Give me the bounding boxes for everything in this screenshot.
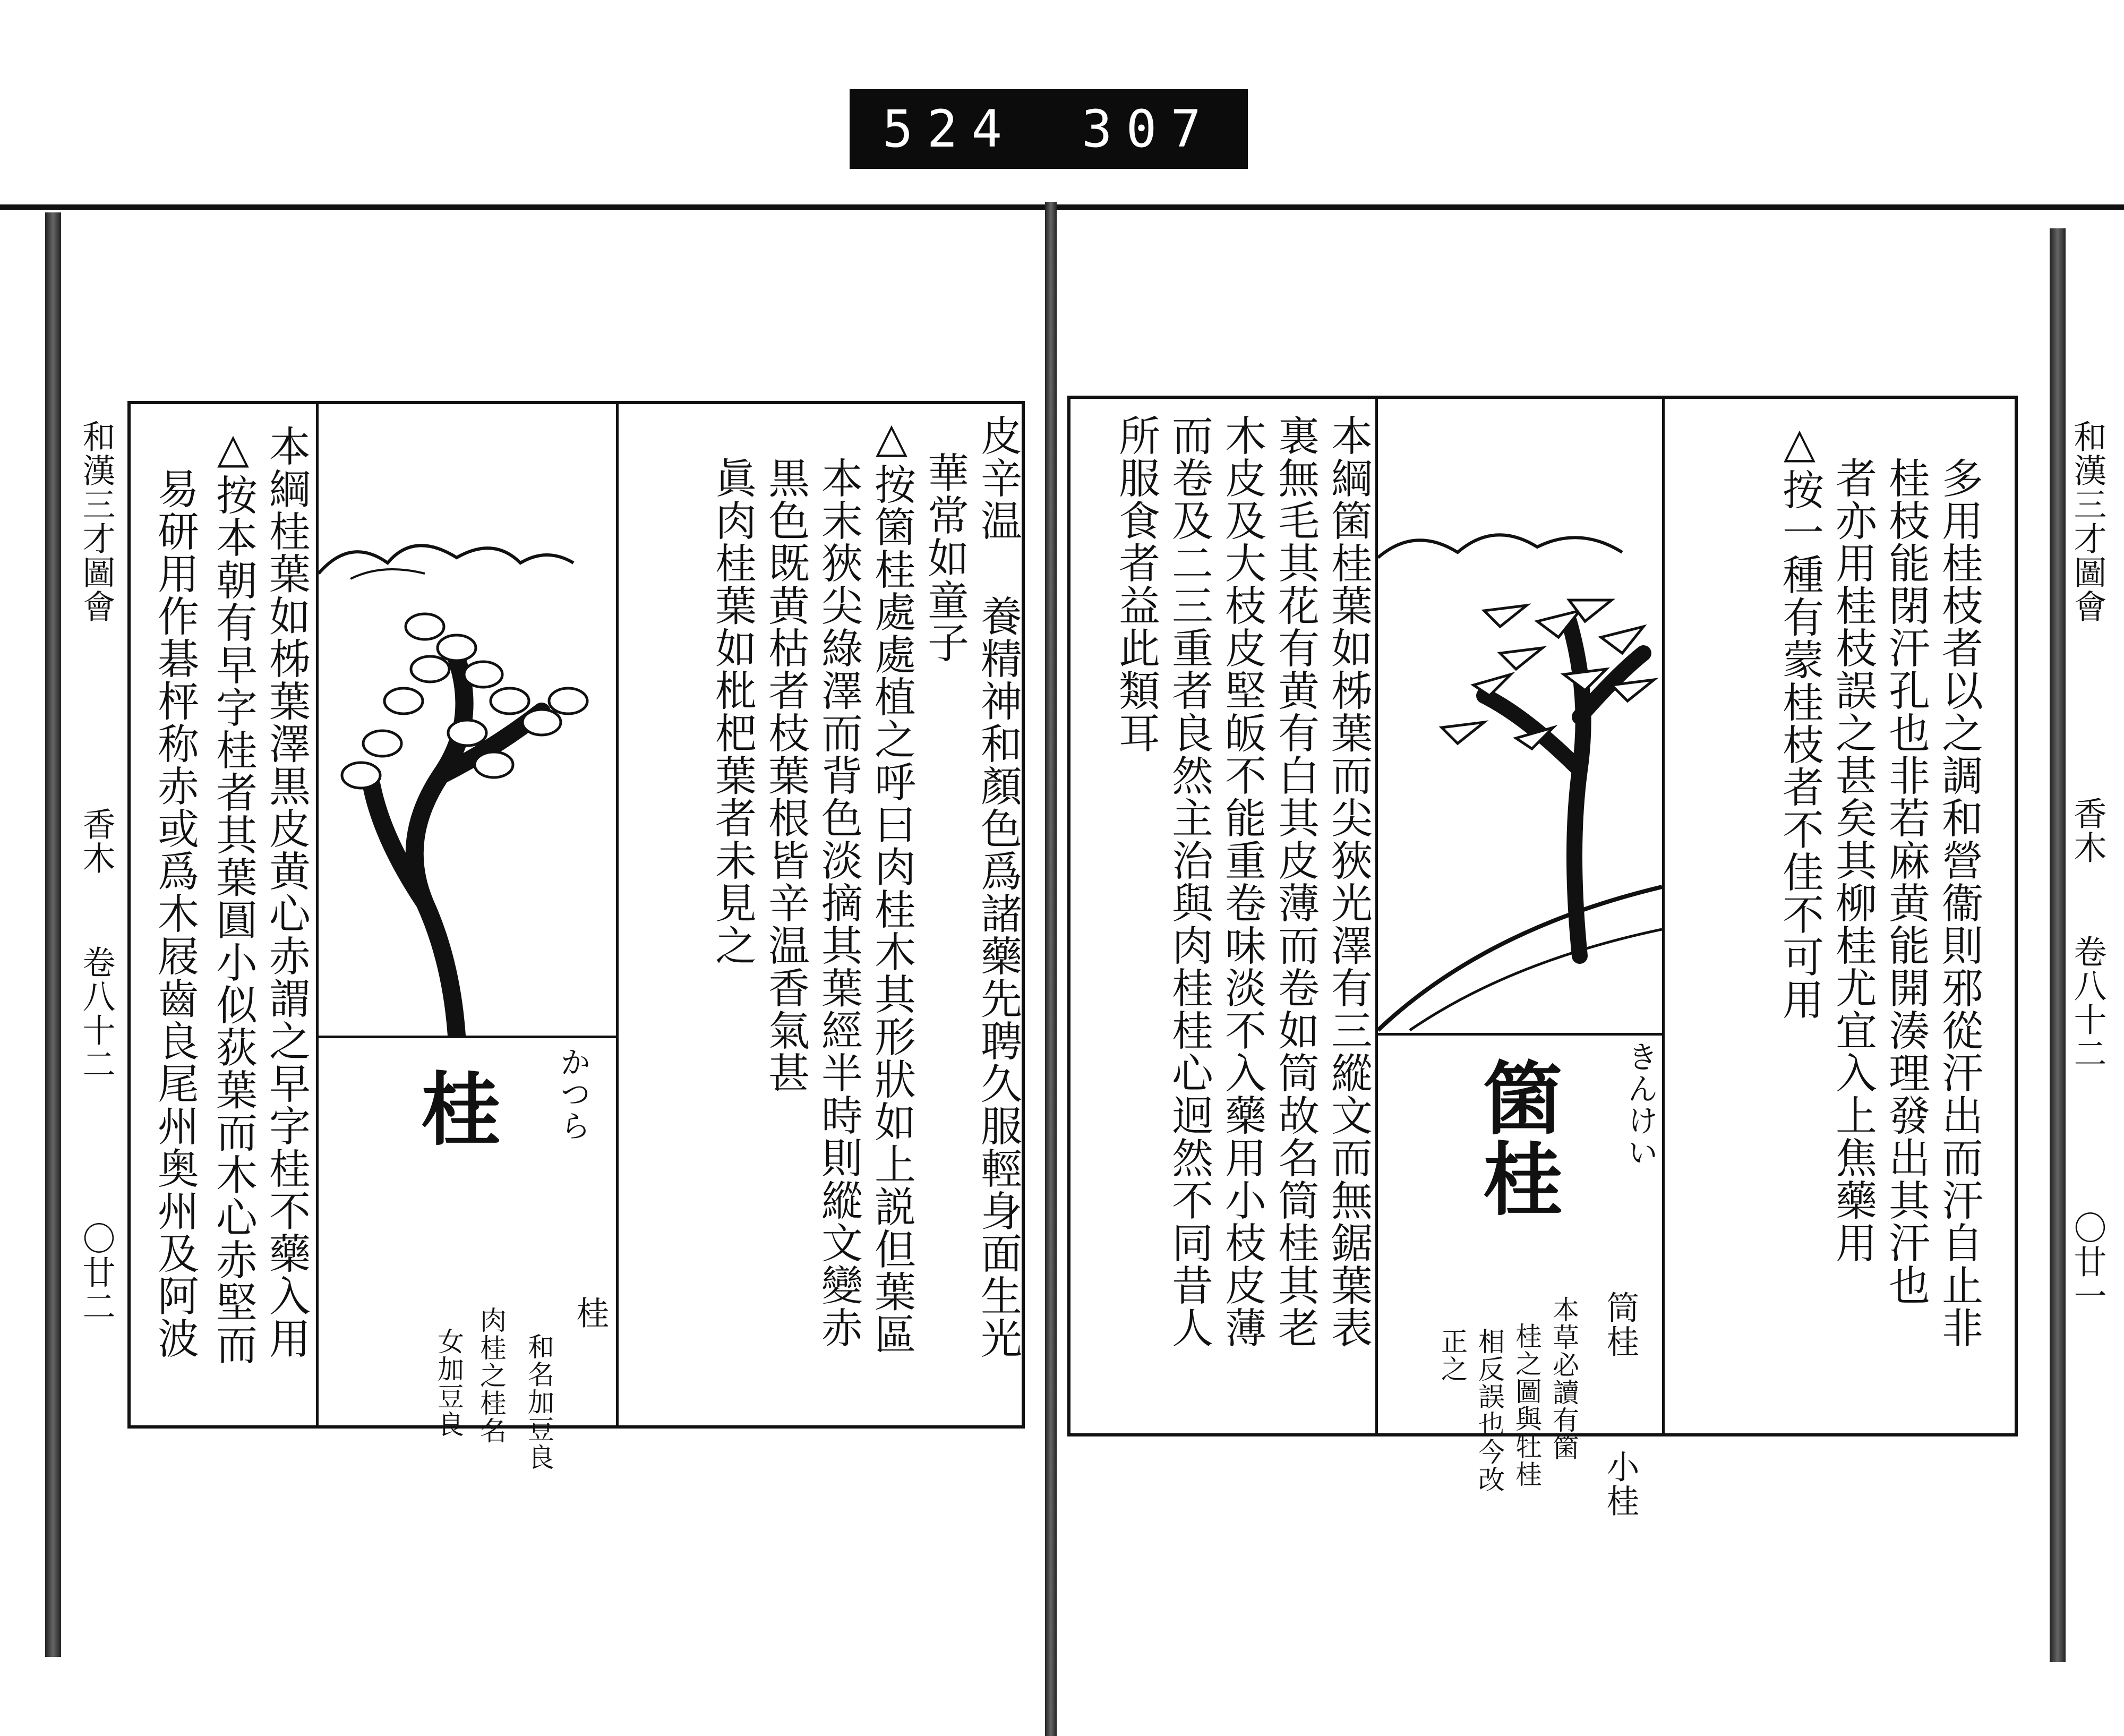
right-margin-folio: 〇廿一: [2068, 1211, 2107, 1313]
right-text-column-1: 本綱箘桂葉如柹葉而尖狹光澤有三縱文而無鋸葉表: [1324, 414, 1372, 1349]
left-margin-folio: 〇廿二: [77, 1221, 116, 1323]
right-margin-volume: 卷八十二: [2068, 935, 2107, 1071]
left-text-column-1: 本綱桂葉如柹葉澤黒皮黄心赤謂之早字桂不藥入用: [262, 425, 310, 1359]
right-image-caption-divider: [1377, 1033, 1664, 1036]
archive-right-number: 307: [1081, 99, 1215, 159]
right-text-column-4: 而卷及二三重者良然主治與肉桂桂心迥然不同昔人: [1165, 414, 1213, 1349]
katsura-tree-illustration: [319, 404, 616, 1036]
right-text-column-5: 所服食者益此類耳: [1112, 414, 1160, 754]
right-margin-section: 香木: [2068, 797, 2107, 865]
left-text-column-2: △按本朝有早字桂者其葉圓小似荻葉而木心赤堅而: [209, 425, 257, 1366]
right-caption-line-1: 本草必讀有箘: [1548, 1296, 1579, 1461]
left-caption-line-2: 肉桂之桂名: [476, 1306, 507, 1444]
middle-text-column-7: 眞肉桂葉如枇杷葉者未見之: [708, 457, 756, 967]
right-text-column-3: 木皮及大枝皮堅皈不能重卷味淡不入藥用小枝皮薄: [1218, 414, 1266, 1349]
middle-text-column-6: 黒色既黄枯者枝葉根皆辛温香氣甚: [761, 457, 809, 1094]
middle-text-column-4: △按箘桂處處植之呼曰肉桂木其形狀如上説但葉區: [868, 414, 915, 1355]
middle-text-column-2: 養精神和顏色爲諸藥先聘久服輕身面生光: [974, 595, 1022, 1359]
archive-left-number: 524: [882, 99, 1016, 159]
left-text-column-3: 易研用作碁枰称赤或爲木屐齒良尾州奥州及阿波: [151, 467, 199, 1359]
left-page-edge: [45, 212, 61, 1657]
left-image-caption-divider: [318, 1036, 618, 1038]
left-margin-section: 香木: [77, 807, 116, 875]
right-caption-line-3: 相反誤也今改: [1474, 1328, 1505, 1493]
left-caption-head: 桂: [571, 1296, 610, 1330]
middle-text-column-1: 皮辛温: [974, 414, 1022, 542]
top-edge-line: [0, 204, 2124, 210]
left-entry-name: 桂: [407, 1067, 501, 1148]
right-caption-line-4: 正之: [1437, 1328, 1468, 1383]
left-divider-image: [616, 404, 619, 1426]
right-caption-head-2: 小桂: [1601, 1450, 1640, 1518]
top-text-column-3: 者亦用桂枝誤之甚矣其柳桂尤宜入上焦藥用: [1829, 457, 1877, 1264]
top-text-column-4: △按一種有蒙桂枝者不佳不可用: [1776, 420, 1823, 1021]
left-caption-line-3: 女加豆良: [433, 1328, 464, 1438]
left-entry-reading: かつら: [555, 1046, 591, 1142]
middle-text-column-5: 本末狹尖綠澤而背色淡摘其葉經半時則縱文變赤: [815, 457, 862, 1349]
archive-label: [850, 89, 1248, 169]
kinkei-tree-illustration: [1378, 398, 1662, 1033]
book-spine: [1045, 202, 1057, 1736]
right-entry-name: 箘桂: [1469, 1057, 1563, 1218]
middle-text-column-3: 華常如童子: [921, 451, 969, 664]
top-text-column-1: 多用桂枝者以之調和營衞則邪從汗出而汗自止非: [1935, 457, 1983, 1349]
left-caption-line-1: 和名加豆良: [524, 1333, 554, 1471]
right-page-edge: [2050, 228, 2066, 1662]
right-divider-image: [1662, 398, 1665, 1434]
right-caption-head: 筒桂: [1601, 1290, 1640, 1358]
right-margin-title: 和漢三才圖會: [2068, 420, 2107, 623]
left-margin-title: 和漢三才圖會: [77, 420, 116, 623]
right-text-column-2: 裏無毛其花有黄有白其皮薄而卷如筒故名筒桂其老: [1271, 414, 1319, 1349]
left-margin-volume: 卷八十二: [77, 945, 116, 1081]
right-entry-reading: きんけい: [1622, 1041, 1658, 1168]
top-text-column-2: 桂枝能閉汗孔也非若麻黄能開湊理發出其汗也: [1882, 457, 1930, 1306]
right-caption-line-2: 桂之圖與牡桂: [1511, 1322, 1542, 1488]
